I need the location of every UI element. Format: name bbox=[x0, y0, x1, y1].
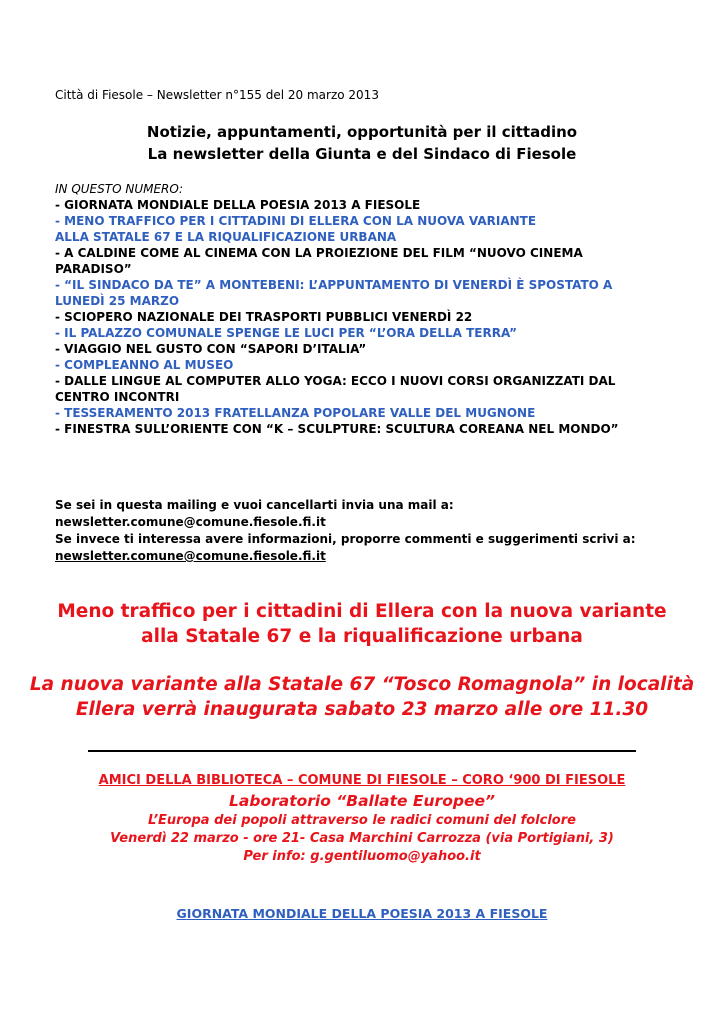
event-info: Per info: g.gentiluomo@yahoo.it bbox=[243, 849, 481, 864]
title-line-2: La newsletter della Giunta e del Sindaco di Fiesole bbox=[147, 145, 577, 163]
toc-item[interactable]: LUNEDÌ 25 MARZO bbox=[55, 294, 180, 308]
toc-item[interactable]: - GIORNATA MONDIALE DELLA POESIA 2013 A FIESOLE bbox=[55, 198, 421, 212]
toc-item[interactable]: - MENO TRAFFICO PER I CITTADINI DI ELLERA CON LA NUOVA VARIANTE bbox=[55, 214, 537, 228]
table-of-contents bbox=[55, 181, 675, 437]
toc-item[interactable]: - A CALDINE COME AL CINEMA CON LA PROIEZIONE DEL FILM “NUOVO CINEMA bbox=[55, 246, 583, 260]
toc-item[interactable]: - COMPLEANNO AL MUSEO bbox=[55, 358, 234, 372]
toc-item[interactable]: PARADISO” bbox=[55, 262, 132, 276]
toc-item[interactable]: CENTRO INCONTRI bbox=[55, 390, 180, 404]
event-when-where: Venerdì 22 marzo - ore 21- Casa Marchini Carrozza (via Portigiani, 3) bbox=[110, 831, 614, 846]
divider bbox=[88, 750, 636, 752]
mailing-info bbox=[55, 497, 675, 565]
article-title bbox=[0, 599, 724, 649]
event-description: L’Europa dei popoli attraverso le radici comuni del folclore bbox=[148, 813, 576, 828]
toc-item[interactable]: - FINESTRA SULL’ORIENTE CON “K – SCULPTURE: SCULTURA COREANA NEL MONDO” bbox=[55, 422, 619, 436]
article-subtitle bbox=[0, 672, 724, 722]
toc-item[interactable]: - IL PALAZZO COMUNALE SPENGE LE LUCI PER “L’ORA DELLA TERRA” bbox=[55, 326, 518, 340]
article-subtitle-line-1: La nuova variante alla Statale 67 “Tosco Romagnola” in località bbox=[29, 674, 695, 695]
article-title-line-1: Meno traffico per i cittadini di Ellera con la nuova variante bbox=[57, 601, 667, 622]
article-title-line-2: alla Statale 67 e la riqualificazione urbana bbox=[141, 626, 583, 647]
toc-item[interactable]: - DALLE LINGUE AL COMPUTER ALLO YOGA: ECCO I NUOVI CORSI ORGANIZZATI DAL bbox=[55, 374, 616, 388]
info-email-link[interactable]: newsletter.comune@comune.fiesole.fi.it bbox=[55, 549, 326, 563]
article-subtitle-line-2: Ellera verrà inaugurata sabato 23 marzo alle ore 11.30 bbox=[75, 699, 649, 720]
section-link-poetry-day[interactable]: GIORNATA MONDIALE DELLA POESIA 2013 A FIESOLE bbox=[176, 906, 548, 921]
toc-item[interactable]: - “IL SINDACO DA TE” A MONTEBENI: L’APPUNTAMENTO DI VENERDÌ È SPOSTATO A bbox=[55, 278, 613, 292]
newsletter-header: Città di Fiesole – Newsletter n°155 del 20 marzo 2013 bbox=[55, 88, 379, 102]
toc-item[interactable]: - TESSERAMENTO 2013 FRATELLANZA POPOLARE VALLE DEL MUGNONE bbox=[55, 406, 536, 420]
unsubscribe-email[interactable]: newsletter.comune@comune.fiesole.fi.it bbox=[55, 515, 326, 529]
event-block bbox=[0, 771, 724, 866]
toc-item[interactable]: - VIAGGIO NEL GUSTO CON “SAPORI D’ITALIA” bbox=[55, 342, 367, 356]
newsletter-title bbox=[0, 121, 724, 165]
event-title: Laboratorio “Ballate Europee” bbox=[229, 792, 495, 810]
info-text: Se invece ti interessa avere informazioni, proporre commenti e suggerimenti scrivi a: bbox=[55, 532, 636, 546]
toc-intro: IN QUESTO NUMERO: bbox=[55, 182, 184, 196]
toc-items bbox=[55, 197, 675, 437]
title-line-1: Notizie, appuntamenti, opportunità per il cittadino bbox=[146, 123, 578, 141]
unsubscribe-text: Se sei in questa mailing e vuoi cancellarti invia una mail a: bbox=[55, 498, 454, 512]
toc-item[interactable]: ALLA STATALE 67 E LA RIQUALIFICAZIONE URBANA bbox=[55, 230, 397, 244]
toc-item[interactable]: - SCIOPERO NAZIONALE DEI TRASPORTI PUBBLICI VENERDÌ 22 bbox=[55, 310, 473, 324]
event-organizers: AMICI DELLA BIBLIOTECA – COMUNE DI FIESOLE – CORO ‘900 DI FIESOLE bbox=[98, 773, 626, 788]
